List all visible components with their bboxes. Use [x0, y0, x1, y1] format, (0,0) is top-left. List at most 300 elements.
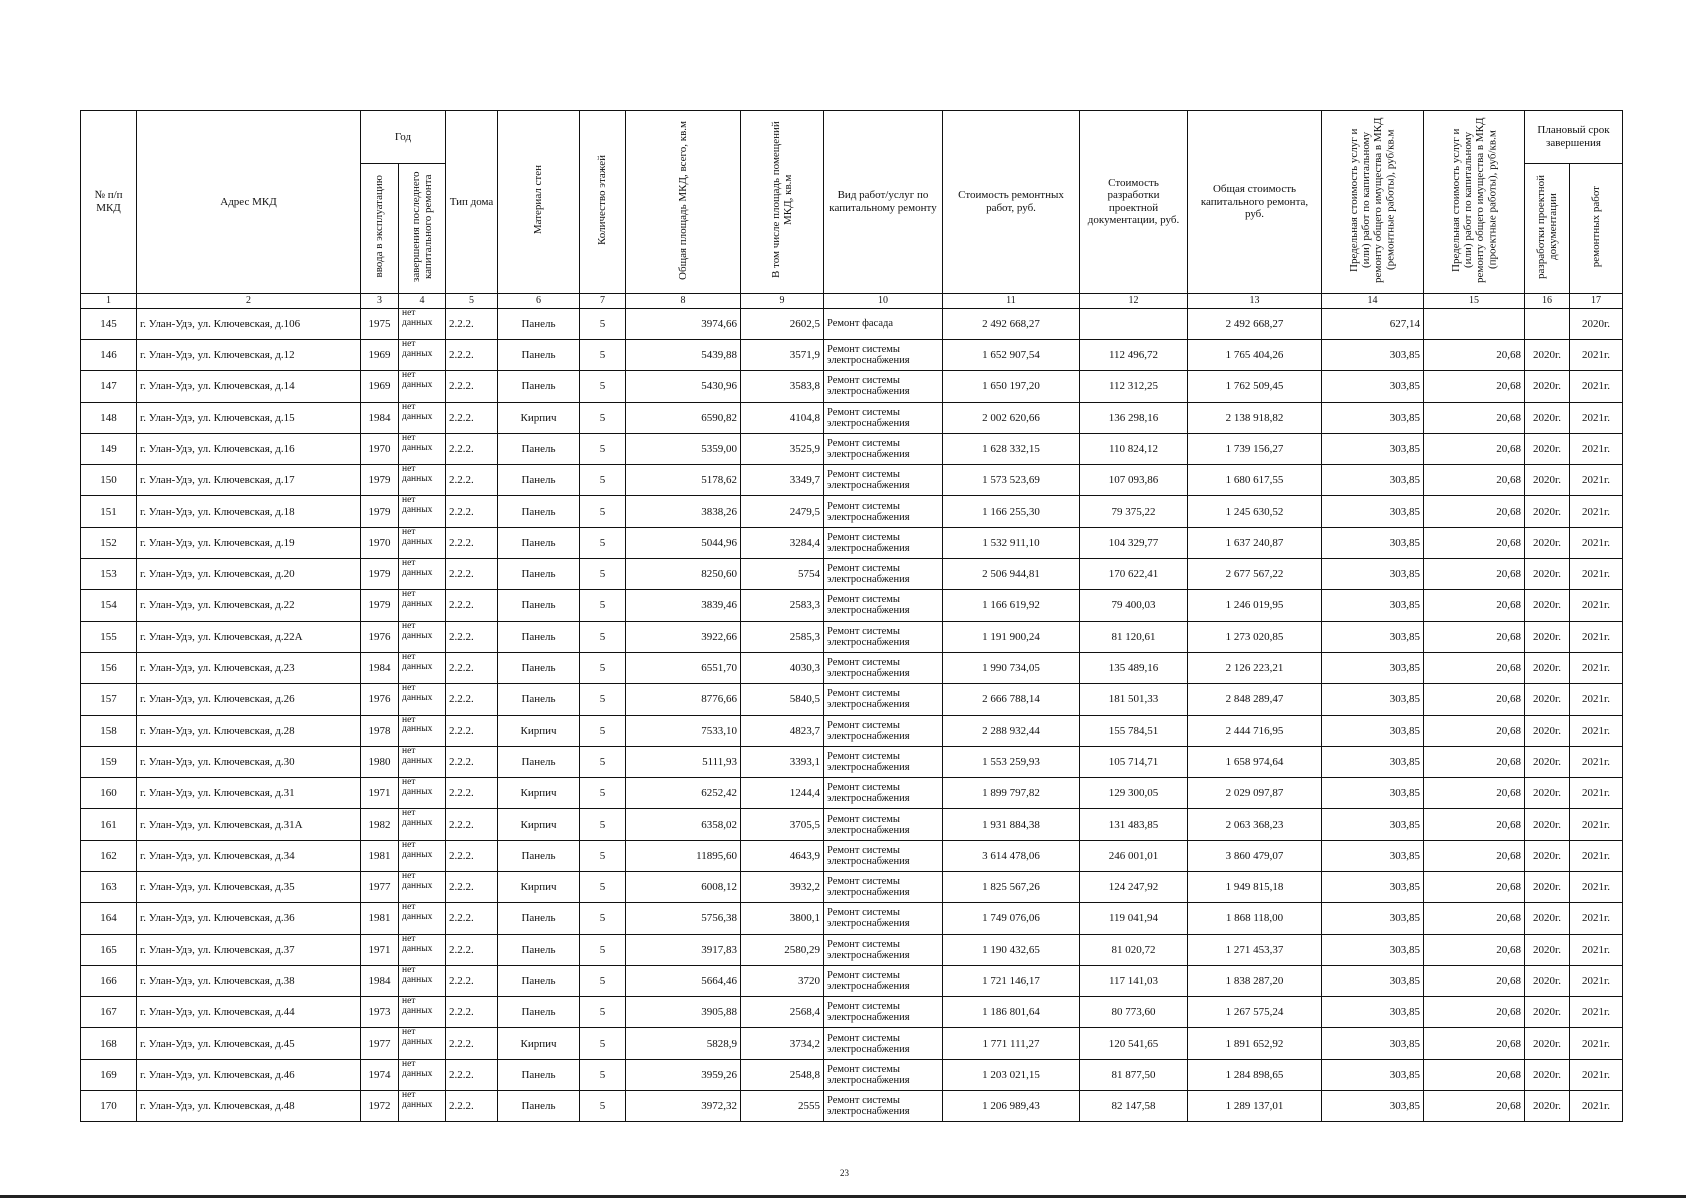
table-row [81, 809, 1623, 840]
column-number: 12 [1080, 293, 1188, 308]
cell-row-number: 150 [81, 465, 137, 496]
cell-max-cost-repair: 627,14 [1322, 308, 1424, 339]
cell-address: г. Улан-Удэ, ул. Ключевская, д.106 [137, 308, 361, 339]
table-row [81, 715, 1623, 746]
cell-wall-material: Кирпич [498, 1028, 580, 1059]
cell-floors: 5 [580, 746, 626, 777]
cell-row-number: 148 [81, 402, 137, 433]
cell-total-cost: 1 739 156,27 [1188, 433, 1322, 464]
cell-design-cost: 136 298,16 [1080, 402, 1188, 433]
cell-year-commission: 1979 [361, 496, 399, 527]
cell-house-type: 2.2.2. [446, 465, 498, 496]
cell-max-cost-design: 20,68 [1424, 715, 1525, 746]
cell-repair-cost: 2 506 944,81 [943, 559, 1080, 590]
cell-year-last-repair: нет данных [399, 496, 446, 527]
cell-premises-area: 3349,7 [741, 465, 824, 496]
cell-premises-area: 2555 [741, 1091, 824, 1122]
cell-address: г. Улан-Удэ, ул. Ключевская, д.12 [137, 339, 361, 370]
cell-work-type: Ремонт системы электроснабжения [824, 871, 943, 902]
column-number: 1 [81, 293, 137, 308]
cell-max-cost-repair: 303,85 [1322, 1028, 1424, 1059]
table-row [81, 871, 1623, 902]
cell-total-cost: 1 891 652,92 [1188, 1028, 1322, 1059]
cell-year-last-repair: нет данных [399, 840, 446, 871]
header-total-area-text: Общая площадь МКД, всего, кв.м [676, 120, 689, 280]
cell-floors: 5 [580, 308, 626, 339]
header-deadline-design-text: разработки проектной документации [1534, 174, 1559, 279]
cell-total-cost: 2 126 223,21 [1188, 652, 1322, 683]
cell-work-type: Ремонт системы электроснабжения [824, 1059, 943, 1090]
cell-premises-area: 3284,4 [741, 527, 824, 558]
cell-row-number: 158 [81, 715, 137, 746]
cell-wall-material: Панель [498, 559, 580, 590]
header-design-cost: Стоимость разработки проектной документации, руб. [1080, 111, 1188, 294]
cell-premises-area: 5840,5 [741, 684, 824, 715]
cell-repair-cost: 1 650 197,20 [943, 371, 1080, 402]
cell-premises-area: 1244,4 [741, 778, 824, 809]
cell-total-area: 6590,82 [626, 402, 741, 433]
cell-floors: 5 [580, 903, 626, 934]
cell-deadline-design [1525, 308, 1570, 339]
cell-wall-material: Панель [498, 590, 580, 621]
cell-premises-area: 3705,5 [741, 809, 824, 840]
cell-work-type: Ремонт системы электроснабжения [824, 903, 943, 934]
cell-total-cost: 2 492 668,27 [1188, 308, 1322, 339]
cell-total-cost: 1 289 137,01 [1188, 1091, 1322, 1122]
cell-repair-cost: 3 614 478,06 [943, 840, 1080, 871]
column-number-row [81, 293, 1623, 308]
cell-deadline-repair: 2021г. [1570, 809, 1623, 840]
cell-year-commission: 1971 [361, 778, 399, 809]
cell-row-number: 151 [81, 496, 137, 527]
cell-premises-area: 2548,8 [741, 1059, 824, 1090]
cell-work-type: Ремонт системы электроснабжения [824, 590, 943, 621]
cell-max-cost-repair: 303,85 [1322, 684, 1424, 715]
table-row [81, 778, 1623, 809]
table-row [81, 308, 1623, 339]
cell-deadline-repair: 2021г. [1570, 339, 1623, 370]
cell-floors: 5 [580, 527, 626, 558]
cell-floors: 5 [580, 590, 626, 621]
cell-floors: 5 [580, 433, 626, 464]
header-max-cost-repair-text: Предельная стоимость услуг и (или) работ по капитальному ремонту общего имущества в МКД (ремонтные работы), руб/кв.м [1348, 117, 1397, 283]
cell-design-cost: 105 714,71 [1080, 746, 1188, 777]
cell-design-cost: 104 329,77 [1080, 527, 1188, 558]
cell-row-number: 146 [81, 339, 137, 370]
cell-row-number: 169 [81, 1059, 137, 1090]
cell-premises-area: 2602,5 [741, 308, 824, 339]
cell-year-last-repair: нет данных [399, 652, 446, 683]
cell-max-cost-design: 20,68 [1424, 433, 1525, 464]
column-number: 13 [1188, 293, 1322, 308]
cell-repair-cost: 1 771 111,27 [943, 1028, 1080, 1059]
cell-design-cost: 155 784,51 [1080, 715, 1188, 746]
table-row [81, 465, 1623, 496]
cell-deadline-design: 2020г. [1525, 715, 1570, 746]
cell-row-number: 157 [81, 684, 137, 715]
cell-max-cost-design: 20,68 [1424, 527, 1525, 558]
cell-max-cost-design: 20,68 [1424, 997, 1525, 1028]
cell-max-cost-design: 20,68 [1424, 371, 1525, 402]
cell-deadline-repair: 2021г. [1570, 746, 1623, 777]
cell-total-area: 8776,66 [626, 684, 741, 715]
cell-premises-area: 3720 [741, 965, 824, 996]
table-row [81, 402, 1623, 433]
cell-work-type: Ремонт системы электроснабжения [824, 527, 943, 558]
cell-work-type: Ремонт системы электроснабжения [824, 402, 943, 433]
cell-house-type: 2.2.2. [446, 652, 498, 683]
cell-row-number: 167 [81, 997, 137, 1028]
cell-max-cost-repair: 303,85 [1322, 402, 1424, 433]
cell-wall-material: Панель [498, 903, 580, 934]
cell-wall-material: Панель [498, 433, 580, 464]
cell-house-type: 2.2.2. [446, 778, 498, 809]
cell-year-commission: 1976 [361, 621, 399, 652]
cell-total-cost: 2 063 368,23 [1188, 809, 1322, 840]
cell-year-last-repair: нет данных [399, 371, 446, 402]
cell-address: г. Улан-Удэ, ул. Ключевская, д.14 [137, 371, 361, 402]
cell-year-commission: 1969 [361, 371, 399, 402]
cell-floors: 5 [580, 871, 626, 902]
cell-work-type: Ремонт фасада [824, 308, 943, 339]
cell-year-commission: 1977 [361, 871, 399, 902]
header-work-type: Вид работ/услуг по капитальному ремонту [824, 111, 943, 294]
cell-work-type: Ремонт системы электроснабжения [824, 965, 943, 996]
column-number: 15 [1424, 293, 1525, 308]
cell-premises-area: 4643,9 [741, 840, 824, 871]
cell-premises-area: 5754 [741, 559, 824, 590]
cell-max-cost-repair: 303,85 [1322, 465, 1424, 496]
cell-total-area: 5664,46 [626, 965, 741, 996]
header-deadline-repair-text: ремонтных работ [1589, 185, 1602, 268]
cell-max-cost-repair: 303,85 [1322, 1091, 1424, 1122]
header-house-type: Тип дома [446, 111, 498, 294]
cell-total-area: 5756,38 [626, 903, 741, 934]
cell-max-cost-repair: 303,85 [1322, 840, 1424, 871]
cell-year-last-repair: нет данных [399, 308, 446, 339]
cell-floors: 5 [580, 684, 626, 715]
cell-house-type: 2.2.2. [446, 871, 498, 902]
cell-row-number: 163 [81, 871, 137, 902]
cell-house-type: 2.2.2. [446, 903, 498, 934]
cell-address: г. Улан-Удэ, ул. Ключевская, д.34 [137, 840, 361, 871]
cell-year-last-repair: нет данных [399, 402, 446, 433]
cell-deadline-design: 2020г. [1525, 1028, 1570, 1059]
cell-deadline-design: 2020г. [1525, 746, 1570, 777]
cell-total-cost: 2 444 716,95 [1188, 715, 1322, 746]
cell-year-last-repair: нет данных [399, 746, 446, 777]
cell-address: г. Улан-Удэ, ул. Ключевская, д.35 [137, 871, 361, 902]
cell-year-last-repair: нет данных [399, 1091, 446, 1122]
cell-design-cost: 79 375,22 [1080, 496, 1188, 527]
header-max-cost-design [1424, 111, 1525, 294]
cell-total-cost: 1 949 815,18 [1188, 871, 1322, 902]
cell-row-number: 156 [81, 652, 137, 683]
cell-row-number: 147 [81, 371, 137, 402]
cell-repair-cost: 1 190 432,65 [943, 934, 1080, 965]
cell-repair-cost: 1 628 332,15 [943, 433, 1080, 464]
cell-wall-material: Панель [498, 496, 580, 527]
cell-max-cost-design: 20,68 [1424, 1059, 1525, 1090]
cell-max-cost-repair: 303,85 [1322, 496, 1424, 527]
cell-address: г. Улан-Удэ, ул. Ключевская, д.36 [137, 903, 361, 934]
cell-floors: 5 [580, 371, 626, 402]
cell-deadline-repair: 2021г. [1570, 527, 1623, 558]
cell-deadline-design: 2020г. [1525, 934, 1570, 965]
cell-design-cost: 107 093,86 [1080, 465, 1188, 496]
cell-max-cost-repair: 303,85 [1322, 715, 1424, 746]
cell-wall-material: Панель [498, 934, 580, 965]
cell-max-cost-design: 20,68 [1424, 684, 1525, 715]
cell-row-number: 164 [81, 903, 137, 934]
header-year-group: Год [361, 111, 446, 164]
cell-deadline-repair: 2021г. [1570, 402, 1623, 433]
cell-max-cost-design: 20,68 [1424, 1091, 1525, 1122]
cell-house-type: 2.2.2. [446, 339, 498, 370]
cell-work-type: Ремонт системы электроснабжения [824, 652, 943, 683]
cell-total-area: 3839,46 [626, 590, 741, 621]
cell-repair-cost: 1 166 255,30 [943, 496, 1080, 527]
cell-deadline-design: 2020г. [1525, 559, 1570, 590]
table-row [81, 840, 1623, 871]
header-deadline-group: Плановый срок завершения [1525, 111, 1623, 164]
cell-total-cost: 1 245 630,52 [1188, 496, 1322, 527]
cell-repair-cost: 1 573 523,69 [943, 465, 1080, 496]
cell-year-last-repair: нет данных [399, 778, 446, 809]
cell-design-cost: 135 489,16 [1080, 652, 1188, 683]
cell-year-commission: 1981 [361, 840, 399, 871]
cell-deadline-repair: 2021г. [1570, 621, 1623, 652]
cell-work-type: Ремонт системы электроснабжения [824, 934, 943, 965]
cell-address: г. Улан-Удэ, ул. Ключевская, д.16 [137, 433, 361, 464]
cell-repair-cost: 1 652 907,54 [943, 339, 1080, 370]
table-row [81, 746, 1623, 777]
cell-max-cost-design: 20,68 [1424, 621, 1525, 652]
cell-address: г. Улан-Удэ, ул. Ключевская, д.31А [137, 809, 361, 840]
header-year-last-repair [399, 164, 446, 294]
cell-address: г. Улан-Удэ, ул. Ключевская, д.20 [137, 559, 361, 590]
cell-deadline-design: 2020г. [1525, 1091, 1570, 1122]
cell-max-cost-repair: 303,85 [1322, 1059, 1424, 1090]
cell-repair-cost: 2 002 620,66 [943, 402, 1080, 433]
cell-address: г. Улан-Удэ, ул. Ключевская, д.30 [137, 746, 361, 777]
cell-repair-cost: 1 721 146,17 [943, 965, 1080, 996]
cell-deadline-design: 2020г. [1525, 903, 1570, 934]
cell-premises-area: 3800,1 [741, 903, 824, 934]
cell-address: г. Улан-Удэ, ул. Ключевская, д.19 [137, 527, 361, 558]
cell-total-area: 7533,10 [626, 715, 741, 746]
cell-total-cost: 2 029 097,87 [1188, 778, 1322, 809]
cell-work-type: Ремонт системы электроснабжения [824, 840, 943, 871]
cell-max-cost-repair: 303,85 [1322, 652, 1424, 683]
table-row [81, 652, 1623, 683]
cell-total-area: 3917,83 [626, 934, 741, 965]
cell-total-cost: 1 765 404,26 [1188, 339, 1322, 370]
header-deadline-repair [1570, 164, 1623, 294]
cell-total-area: 5359,00 [626, 433, 741, 464]
cell-row-number: 165 [81, 934, 137, 965]
cell-address: г. Улан-Удэ, ул. Ключевская, д.37 [137, 934, 361, 965]
header-year-commission-text: ввода в эксплуатацию [373, 175, 386, 278]
cell-design-cost: 117 141,03 [1080, 965, 1188, 996]
cell-repair-cost: 2 666 788,14 [943, 684, 1080, 715]
cell-design-cost: 112 312,25 [1080, 371, 1188, 402]
cell-total-cost: 2 138 918,82 [1188, 402, 1322, 433]
cell-row-number: 149 [81, 433, 137, 464]
cell-deadline-design: 2020г. [1525, 871, 1570, 902]
column-number: 10 [824, 293, 943, 308]
cell-year-commission: 1979 [361, 465, 399, 496]
document-page [80, 110, 1622, 1122]
cell-year-last-repair: нет данных [399, 1028, 446, 1059]
cell-work-type: Ремонт системы электроснабжения [824, 1091, 943, 1122]
cell-wall-material: Панель [498, 465, 580, 496]
cell-row-number: 162 [81, 840, 137, 871]
cell-floors: 5 [580, 1059, 626, 1090]
cell-total-cost: 1 868 118,00 [1188, 903, 1322, 934]
cell-premises-area: 2583,3 [741, 590, 824, 621]
cell-deadline-design: 2020г. [1525, 840, 1570, 871]
cell-house-type: 2.2.2. [446, 684, 498, 715]
cell-max-cost-design: 20,68 [1424, 590, 1525, 621]
cell-total-area: 3838,26 [626, 496, 741, 527]
cell-wall-material: Панель [498, 746, 580, 777]
cell-house-type: 2.2.2. [446, 1059, 498, 1090]
cell-year-commission: 1971 [361, 934, 399, 965]
cell-floors: 5 [580, 621, 626, 652]
cell-design-cost: 81 120,61 [1080, 621, 1188, 652]
cell-design-cost: 131 483,85 [1080, 809, 1188, 840]
cell-row-number: 161 [81, 809, 137, 840]
cell-row-number: 159 [81, 746, 137, 777]
cell-address: г. Улан-Удэ, ул. Ключевская, д.22 [137, 590, 361, 621]
cell-deadline-design: 2020г. [1525, 684, 1570, 715]
cell-wall-material: Кирпич [498, 778, 580, 809]
cell-total-cost: 2 677 567,22 [1188, 559, 1322, 590]
cell-design-cost: 81 020,72 [1080, 934, 1188, 965]
cell-wall-material: Кирпич [498, 809, 580, 840]
cell-wall-material: Кирпич [498, 715, 580, 746]
cell-total-area: 5044,96 [626, 527, 741, 558]
cell-row-number: 170 [81, 1091, 137, 1122]
cell-year-commission: 1984 [361, 402, 399, 433]
cell-wall-material: Кирпич [498, 871, 580, 902]
cell-address: г. Улан-Удэ, ул. Ключевская, д.46 [137, 1059, 361, 1090]
header-floors-text: Количество этажей [596, 154, 609, 246]
cell-repair-cost: 1 899 797,82 [943, 778, 1080, 809]
cell-deadline-repair: 2021г. [1570, 997, 1623, 1028]
cell-year-last-repair: нет данных [399, 1059, 446, 1090]
cell-work-type: Ремонт системы электроснабжения [824, 997, 943, 1028]
cell-work-type: Ремонт системы электроснабжения [824, 559, 943, 590]
column-number: 6 [498, 293, 580, 308]
cell-floors: 5 [580, 997, 626, 1028]
cell-deadline-design: 2020г. [1525, 809, 1570, 840]
cell-deadline-repair: 2021г. [1570, 496, 1623, 527]
cell-total-area: 5178,62 [626, 465, 741, 496]
cell-max-cost-repair: 303,85 [1322, 965, 1424, 996]
cell-deadline-design: 2020г. [1525, 465, 1570, 496]
cell-max-cost-repair: 303,85 [1322, 746, 1424, 777]
cell-repair-cost: 1 186 801,64 [943, 997, 1080, 1028]
cell-floors: 5 [580, 339, 626, 370]
cell-year-commission: 1984 [361, 652, 399, 683]
header-total-cost: Общая стоимость капитального ремонта, руб. [1188, 111, 1322, 294]
cell-year-commission: 1979 [361, 590, 399, 621]
cell-max-cost-repair: 303,85 [1322, 997, 1424, 1028]
cell-deadline-repair: 2021г. [1570, 1059, 1623, 1090]
cell-max-cost-repair: 303,85 [1322, 371, 1424, 402]
cell-max-cost-design [1424, 308, 1525, 339]
column-number: 7 [580, 293, 626, 308]
header-year-last-repair-text: завершения последнего капитального ремонта [409, 171, 434, 282]
cell-premises-area: 3932,2 [741, 871, 824, 902]
header-deadline-design [1525, 164, 1570, 294]
cell-floors: 5 [580, 778, 626, 809]
header-wall-material-text: Материал стен [532, 165, 545, 235]
cell-repair-cost: 1 191 900,24 [943, 621, 1080, 652]
cell-work-type: Ремонт системы электроснабжения [824, 465, 943, 496]
cell-address: г. Улан-Удэ, ул. Ключевская, д.15 [137, 402, 361, 433]
cell-max-cost-repair: 303,85 [1322, 527, 1424, 558]
cell-design-cost [1080, 308, 1188, 339]
cell-max-cost-design: 20,68 [1424, 465, 1525, 496]
bottom-scan-edge [0, 1195, 1686, 1198]
cell-year-last-repair: нет данных [399, 871, 446, 902]
cell-total-cost: 1 637 240,87 [1188, 527, 1322, 558]
header-total-area [626, 111, 741, 294]
cell-premises-area: 3571,9 [741, 339, 824, 370]
cell-year-commission: 1975 [361, 308, 399, 339]
header-no: № п/п МКД [81, 111, 137, 294]
cell-year-last-repair: нет данных [399, 559, 446, 590]
cell-work-type: Ремонт системы электроснабжения [824, 715, 943, 746]
table-row [81, 371, 1623, 402]
cell-floors: 5 [580, 559, 626, 590]
cell-repair-cost: 2 288 932,44 [943, 715, 1080, 746]
cell-total-cost: 1 273 020,85 [1188, 621, 1322, 652]
header-premises-area-text: В том числе площадь помещений МКД, кв.м [769, 121, 794, 279]
cell-year-last-repair: нет данных [399, 621, 446, 652]
cell-row-number: 153 [81, 559, 137, 590]
cell-year-commission: 1977 [361, 1028, 399, 1059]
cell-year-last-repair: нет данных [399, 590, 446, 621]
cell-work-type: Ремонт системы электроснабжения [824, 684, 943, 715]
cell-house-type: 2.2.2. [446, 590, 498, 621]
cell-year-commission: 1969 [361, 339, 399, 370]
cell-work-type: Ремонт системы электроснабжения [824, 778, 943, 809]
cell-design-cost: 110 824,12 [1080, 433, 1188, 464]
cell-max-cost-repair: 303,85 [1322, 903, 1424, 934]
cell-work-type: Ремонт системы электроснабжения [824, 496, 943, 527]
cell-design-cost: 112 496,72 [1080, 339, 1188, 370]
cell-year-last-repair: нет данных [399, 339, 446, 370]
cell-premises-area: 3583,8 [741, 371, 824, 402]
cell-year-last-repair: нет данных [399, 684, 446, 715]
column-number: 16 [1525, 293, 1570, 308]
cell-max-cost-repair: 303,85 [1322, 590, 1424, 621]
cell-total-area: 3974,66 [626, 308, 741, 339]
cell-house-type: 2.2.2. [446, 715, 498, 746]
column-number: 5 [446, 293, 498, 308]
table-row [81, 1091, 1623, 1122]
cell-total-area: 6252,42 [626, 778, 741, 809]
cell-premises-area: 2580,29 [741, 934, 824, 965]
cell-total-cost: 1 271 453,37 [1188, 934, 1322, 965]
cell-year-last-repair: нет данных [399, 809, 446, 840]
cell-premises-area: 4104,8 [741, 402, 824, 433]
repair-register-table [80, 110, 1623, 1122]
